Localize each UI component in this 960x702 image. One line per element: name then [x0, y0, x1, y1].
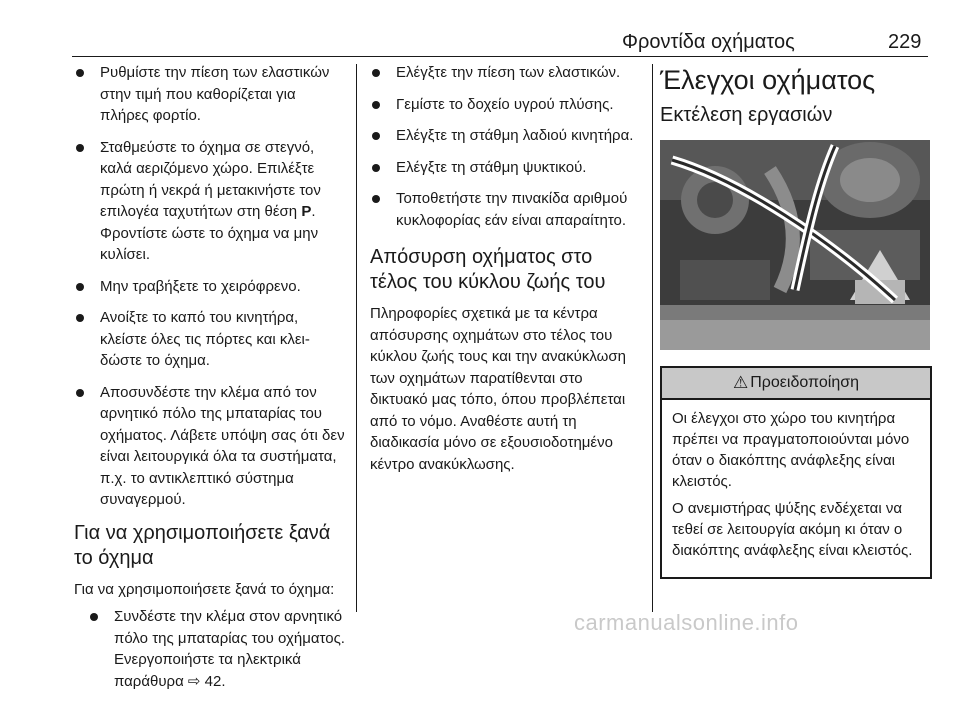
subtitle: Εκτέλεση εργασιών [660, 104, 833, 126]
list-item: Τοποθετήστε την πινακίδα αριθμού κυκλοφορίας εάν είναι απαραίτητο. [370, 188, 640, 231]
column-divider [652, 64, 653, 612]
list-item: Γεμίστε το δοχείο υγρού πλύσης. [370, 94, 640, 116]
engine-bay-photo [660, 140, 930, 350]
warning-paragraph: Οι έλεγχοι στο χώρο του κινητήρα πρέπει να πραγματοποιούνται μόνο όταν ο διακόπτης ανάφλεξης είναι κλειστός. [672, 410, 910, 490]
bullet [372, 164, 380, 172]
bullet [76, 314, 84, 322]
bullet [76, 389, 84, 397]
list-item: Ανοίξτε το καπό του κινητήρα, κλείστε όλες τις πόρτες και κλειδώστε το όχημα. [74, 307, 346, 372]
page-number: 229 [888, 31, 922, 53]
list-item: Ελέγξτε τη στάθμη λαδιού κινητήρα. [370, 125, 640, 147]
list-item: Αποσυνδέστε την κλέμα από τον αρνητικό πόλο της μπαταρίας του οχήματος. Λάβετε υπόψη σας ότι δεν είναι λειτουργικά όλα τα συστήματα, π.χ. το αντικλεπτικό σύστημα συναγερμού. [74, 382, 346, 511]
header-title: Φροντίδα οχήματος [622, 31, 795, 53]
section-heading: Για να χρησιμοποιήσετε ξανά το όχημα [74, 521, 331, 569]
recommissioning-list [370, 62, 640, 231]
page-title: Έλεγχοι οχήματος [660, 65, 876, 95]
warning-triangle-icon: ⚠ [732, 373, 749, 393]
section-heading: Απόσυρση οχήματος στο τέλος του κύκλου ζωής του [370, 246, 606, 293]
bullet [372, 132, 380, 140]
section-intro: Για να χρησιμοποιήσετε ξανά το όχημα: [74, 580, 335, 598]
warning-header [662, 368, 930, 400]
warning-box [660, 366, 932, 579]
bullet [372, 69, 380, 77]
section-body: Πληροφορίες σχετικά με τα κέντρα απόσυρσης οχημάτων στο τέλος του κύκλου ζωής τους και την ανακύκλωση των οχημάτων παρατίθενται στο δικτυακό μας τόπο, όπου προβλέπεται από το νόμο. Αναθέστε αυτή τη διαδικασία μόνο σε εξουσιοδοτημένο κέντρο ανακύκλωσης. [370, 305, 626, 473]
bullet [372, 195, 380, 203]
warning-body [662, 400, 930, 577]
bullet [76, 69, 84, 77]
bullet [372, 101, 380, 109]
item-text-with-bold: Σταθμεύστε το όχημα σε στεγνό, καλά αεριζόμενο χώρο. Επιλέξτε πρώτη ή νεκρά ή μετακινήστε τον επιλογέα ταχυτήτων στη θέση P. Φροντίστε ώστε το όχημα να μην κυλίσει. [100, 138, 321, 263]
reuse-steps-list [74, 606, 346, 692]
storage-steps-list [74, 62, 346, 511]
list-item: Ρυθμίστε την πίεση των ελαστικών στην τιμή που καθορίζεται για πλήρες φορτίο. [74, 62, 346, 127]
list-item: Ελέγξτε τη στάθμη ψυκτικού. [370, 157, 640, 179]
watermark: carmanualsonline.info [574, 610, 799, 635]
column-right [660, 62, 932, 579]
header-rule [72, 56, 928, 57]
list-item: Μην τραβήξετε το χειρόφρενο. [74, 276, 346, 298]
column-middle [370, 62, 640, 481]
bullet [76, 283, 84, 291]
list-item: Συνδέστε την κλέμα στον αρνητικό πόλο της μπαταρίας του οχήματος. Ενεργοποιήστε τα ηλεκτρικά παράθυρα ⇨ 42. [88, 606, 346, 692]
column-left [74, 62, 346, 702]
warning-heading: Προειδοποίηση [750, 374, 859, 392]
list-item [74, 137, 346, 266]
warning-paragraph: Ο ανεμιστήρας ψύξης ενδέχεται να τεθεί σε λειτουργία ακόμη κι όταν ο διακόπτης ανάφλεξης είναι κλειστός. [672, 500, 913, 559]
list-item: Ελέγξτε την πίεση των ελαστικών. [370, 62, 640, 84]
bullet [90, 613, 98, 621]
bullet [76, 144, 84, 152]
column-divider [356, 64, 357, 612]
